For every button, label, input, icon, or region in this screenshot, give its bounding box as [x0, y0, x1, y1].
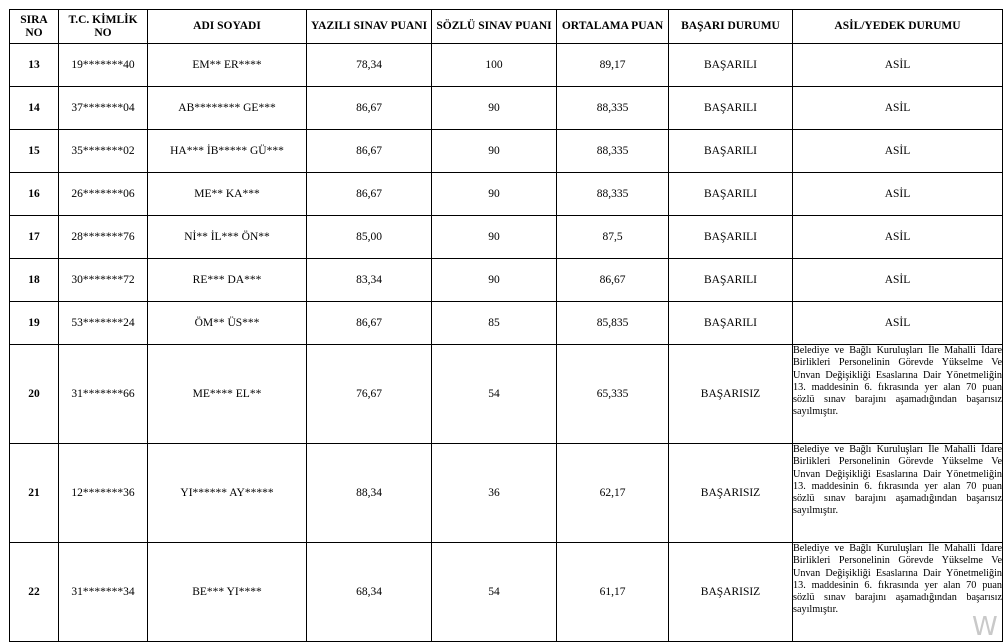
cell-adi-soyadi: EM** ER**** — [148, 44, 307, 87]
cell-sozlu-puan: 54 — [432, 345, 557, 444]
cell-asil-yedek-durumu: Belediye ve Bağlı Kuruluşları İle Mahalli İdare Birlikleri Personelinin Görevde Yükselme Ve Unvan Değişikliği Esaslarına Dair Yönetmeliğin 13. maddesinin 6. fıkrasında yer alan 70 puan sözlü sınav barajını aşamadığından başarısız sayılmıştır. — [793, 444, 1003, 543]
results-table — [9, 9, 1003, 642]
header-adi-soyadi: ADI SOYADI — [148, 10, 307, 44]
cell-basari-durumu: BAŞARISIZ — [669, 543, 793, 642]
cell-basari-durumu: BAŞARILI — [669, 302, 793, 345]
table-row — [10, 345, 1003, 444]
header-ortalama-puan: ORTALAMA PUAN — [557, 10, 669, 44]
cell-adi-soyadi: ME** KA*** — [148, 173, 307, 216]
header-sozlu-sinav-puani: SÖZLÜ SINAV PUANI — [432, 10, 557, 44]
cell-ortalama-puan: 62,17 — [557, 444, 669, 543]
cell-tc-kimlik-no: 12*******36 — [59, 444, 148, 543]
cell-sira-no: 17 — [10, 216, 59, 259]
cell-adi-soyadi: AB******** GE*** — [148, 87, 307, 130]
cell-basari-durumu: BAŞARISIZ — [669, 345, 793, 444]
cell-tc-kimlik-no: 26*******06 — [59, 173, 148, 216]
cell-yazili-puan: 68,34 — [307, 543, 432, 642]
cell-adi-soyadi: RE*** DA*** — [148, 259, 307, 302]
table-row — [10, 173, 1003, 216]
cell-asil-yedek-durumu: ASİL — [793, 302, 1003, 345]
table-row — [10, 130, 1003, 173]
table-row — [10, 259, 1003, 302]
cell-adi-soyadi: YI****** AY***** — [148, 444, 307, 543]
cell-adi-soyadi: BE*** YI**** — [148, 543, 307, 642]
cell-sira-no: 13 — [10, 44, 59, 87]
cell-adi-soyadi: HA*** İB***** GÜ*** — [148, 130, 307, 173]
cell-tc-kimlik-no: 31*******34 — [59, 543, 148, 642]
cell-basari-durumu: BAŞARILI — [669, 173, 793, 216]
watermark: W — [972, 612, 998, 642]
table-row — [10, 87, 1003, 130]
cell-basari-durumu: BAŞARILI — [669, 130, 793, 173]
cell-sira-no: 22 — [10, 543, 59, 642]
cell-yazili-puan: 86,67 — [307, 302, 432, 345]
cell-sozlu-puan: 54 — [432, 543, 557, 642]
cell-ortalama-puan: 88,335 — [557, 130, 669, 173]
cell-asil-yedek-durumu: ASİL — [793, 173, 1003, 216]
header-yazili-sinav-puani: YAZILI SINAV PUANI — [307, 10, 432, 44]
cell-tc-kimlik-no: 28*******76 — [59, 216, 148, 259]
header-tc-kimlik-no: T.C. KİMLİK NO — [59, 10, 148, 44]
cell-sira-no: 15 — [10, 130, 59, 173]
cell-sozlu-puan: 100 — [432, 44, 557, 87]
cell-asil-yedek-durumu: ASİL — [793, 87, 1003, 130]
cell-ortalama-puan: 88,335 — [557, 173, 669, 216]
table-row — [10, 543, 1003, 642]
cell-tc-kimlik-no: 19*******40 — [59, 44, 148, 87]
table-row — [10, 216, 1003, 259]
table-row — [10, 44, 1003, 87]
cell-yazili-puan: 76,67 — [307, 345, 432, 444]
cell-ortalama-puan: 86,67 — [557, 259, 669, 302]
cell-tc-kimlik-no: 37*******04 — [59, 87, 148, 130]
cell-adi-soyadi: ÖM** ÜS*** — [148, 302, 307, 345]
table-row — [10, 444, 1003, 543]
cell-ortalama-puan: 87,5 — [557, 216, 669, 259]
cell-tc-kimlik-no: 30*******72 — [59, 259, 148, 302]
cell-adi-soyadi: Nİ** İL*** ÖN** — [148, 216, 307, 259]
cell-ortalama-puan: 65,335 — [557, 345, 669, 444]
cell-basari-durumu: BAŞARILI — [669, 216, 793, 259]
cell-sozlu-puan: 90 — [432, 87, 557, 130]
cell-basari-durumu: BAŞARILI — [669, 259, 793, 302]
cell-asil-yedek-durumu: ASİL — [793, 216, 1003, 259]
cell-sira-no: 21 — [10, 444, 59, 543]
cell-tc-kimlik-no: 53*******24 — [59, 302, 148, 345]
header-basari-durumu: BAŞARI DURUMU — [669, 10, 793, 44]
table-row — [10, 302, 1003, 345]
cell-sira-no: 19 — [10, 302, 59, 345]
cell-asil-yedek-durumu: ASİL — [793, 259, 1003, 302]
cell-sira-no: 20 — [10, 345, 59, 444]
cell-yazili-puan: 85,00 — [307, 216, 432, 259]
cell-adi-soyadi: ME**** EL** — [148, 345, 307, 444]
cell-sira-no: 16 — [10, 173, 59, 216]
cell-sozlu-puan: 90 — [432, 259, 557, 302]
header-sira-no: SIRA NO — [10, 10, 59, 44]
cell-sozlu-puan: 90 — [432, 216, 557, 259]
cell-yazili-puan: 83,34 — [307, 259, 432, 302]
cell-asil-yedek-durumu: Belediye ve Bağlı Kuruluşları İle Mahalli İdare Birlikleri Personelinin Görevde Yükselme Ve Unvan Değişikliği Esaslarına Dair Yönetmeliğin 13. maddesinin 6. fıkrasında yer alan 70 puan sözlü sınav barajını aşamadığından başarısız sayılmıştır. — [793, 543, 1003, 642]
header-asil-yedek-durumu: ASİL/YEDEK DURUMU — [793, 10, 1003, 44]
cell-sozlu-puan: 36 — [432, 444, 557, 543]
cell-asil-yedek-durumu: ASİL — [793, 130, 1003, 173]
cell-ortalama-puan: 88,335 — [557, 87, 669, 130]
cell-ortalama-puan: 85,835 — [557, 302, 669, 345]
cell-sira-no: 14 — [10, 87, 59, 130]
cell-asil-yedek-durumu: Belediye ve Bağlı Kuruluşları İle Mahalli İdare Birlikleri Personelinin Görevde Yükselme Ve Unvan Değişikliği Esaslarına Dair Yönetmeliğin 13. maddesinin 6. fıkrasında yer alan 70 puan sözlü sınav barajını aşamadığından başarısız sayılmıştır. — [793, 345, 1003, 444]
cell-yazili-puan: 86,67 — [307, 87, 432, 130]
cell-sozlu-puan: 90 — [432, 173, 557, 216]
header-row — [10, 10, 1003, 44]
cell-sozlu-puan: 85 — [432, 302, 557, 345]
cell-yazili-puan: 78,34 — [307, 44, 432, 87]
cell-basari-durumu: BAŞARISIZ — [669, 444, 793, 543]
cell-yazili-puan: 86,67 — [307, 130, 432, 173]
cell-basari-durumu: BAŞARILI — [669, 44, 793, 87]
cell-asil-yedek-durumu: ASİL — [793, 44, 1003, 87]
cell-ortalama-puan: 61,17 — [557, 543, 669, 642]
cell-sozlu-puan: 90 — [432, 130, 557, 173]
cell-yazili-puan: 86,67 — [307, 173, 432, 216]
cell-yazili-puan: 88,34 — [307, 444, 432, 543]
cell-sira-no: 18 — [10, 259, 59, 302]
cell-tc-kimlik-no: 31*******66 — [59, 345, 148, 444]
cell-tc-kimlik-no: 35*******02 — [59, 130, 148, 173]
cell-basari-durumu: BAŞARILI — [669, 87, 793, 130]
cell-ortalama-puan: 89,17 — [557, 44, 669, 87]
